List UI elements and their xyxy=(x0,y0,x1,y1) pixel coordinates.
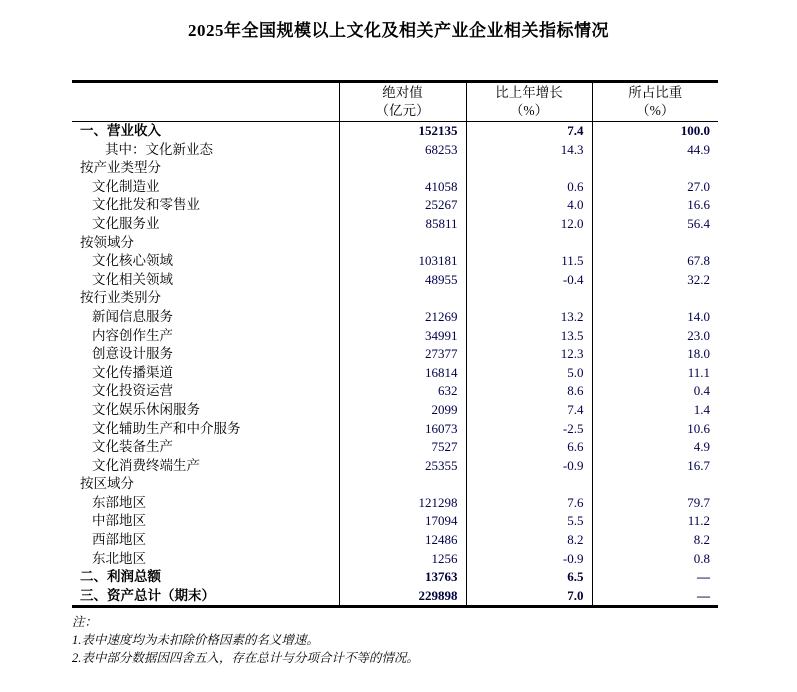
row-share: 79.7 xyxy=(592,494,718,513)
table-row xyxy=(72,178,718,197)
row-growth: 7.4 xyxy=(466,401,592,420)
indicator-table xyxy=(72,80,718,608)
row-absolute-value xyxy=(339,234,466,253)
row-absolute-value: 48955 xyxy=(339,271,466,290)
row-label: 按行业类别分 xyxy=(80,290,161,306)
row-label: 内容创作生产 xyxy=(92,327,173,343)
table-row xyxy=(72,512,718,531)
row-share: 44.9 xyxy=(592,141,718,160)
header-absolute-value-line1: 绝对值 xyxy=(382,85,423,100)
header-indicator-empty xyxy=(72,82,339,122)
table-row xyxy=(72,234,718,253)
row-label: 按产业类型分 xyxy=(80,160,161,176)
row-absolute-value: 16073 xyxy=(339,420,466,439)
row-label: 按区域分 xyxy=(80,476,134,492)
row-growth: -0.9 xyxy=(466,457,592,476)
row-label: 中部地区 xyxy=(92,513,146,529)
row-share: 11.1 xyxy=(592,364,718,383)
row-label: 东部地区 xyxy=(92,494,146,510)
table-row xyxy=(72,531,718,550)
row-label: 文化服务业 xyxy=(92,215,160,231)
row-absolute-value: 16814 xyxy=(339,364,466,383)
row-label: 创意设计服务 xyxy=(92,346,173,362)
note-1: 1.表中速度均为未扣除价格因素的名义增速。 xyxy=(72,633,319,647)
row-growth: 12.3 xyxy=(466,345,592,364)
row-absolute-value: 2099 xyxy=(339,401,466,420)
row-growth: 14.3 xyxy=(466,141,592,160)
header-growth-line2: （%） xyxy=(509,103,549,118)
row-absolute-value: 25355 xyxy=(339,457,466,476)
table-row xyxy=(72,327,718,346)
header-growth-line1: 比上年增长 xyxy=(495,85,563,100)
table-row xyxy=(72,587,718,607)
row-growth: -2.5 xyxy=(466,420,592,439)
row-absolute-value: 13763 xyxy=(339,568,466,587)
table-row xyxy=(72,141,718,160)
table-row xyxy=(72,438,718,457)
table-body xyxy=(72,122,718,607)
table-row xyxy=(72,271,718,290)
row-growth: 12.0 xyxy=(466,215,592,234)
row-growth: 7.0 xyxy=(466,587,592,607)
row-label: 文化投资运营 xyxy=(92,383,173,399)
row-label: 文化传播渠道 xyxy=(92,364,173,380)
row-label: 东北地区 xyxy=(92,550,146,566)
header-share xyxy=(592,82,718,122)
row-share: 18.0 xyxy=(592,345,718,364)
row-share xyxy=(592,289,718,308)
row-label: 文化相关领域 xyxy=(92,271,173,287)
row-growth: 13.2 xyxy=(466,308,592,327)
row-label: 新闻信息服务 xyxy=(92,308,173,324)
row-absolute-value: 121298 xyxy=(339,494,466,513)
row-share xyxy=(592,475,718,494)
table-row xyxy=(72,159,718,178)
row-share: 100.0 xyxy=(592,122,718,141)
row-label: 文化核心领域 xyxy=(92,253,173,269)
row-absolute-value: 152135 xyxy=(339,122,466,141)
row-absolute-value: 85811 xyxy=(339,215,466,234)
row-absolute-value: 41058 xyxy=(339,178,466,197)
row-absolute-value: 229898 xyxy=(339,587,466,607)
row-label: 按领域分 xyxy=(80,234,134,250)
row-absolute-value xyxy=(339,475,466,494)
row-share: 8.2 xyxy=(592,531,718,550)
table-row xyxy=(72,308,718,327)
row-growth: 7.6 xyxy=(466,494,592,513)
page-title: 2025年全国规模以上文化及相关产业企业相关指标情况 xyxy=(188,21,609,40)
row-share: 0.8 xyxy=(592,550,718,569)
header-row xyxy=(72,82,718,122)
row-share: 16.7 xyxy=(592,457,718,476)
row-growth: -0.9 xyxy=(466,550,592,569)
table-row xyxy=(72,401,718,420)
row-absolute-value: 7527 xyxy=(339,438,466,457)
table-row xyxy=(72,475,718,494)
row-share: — xyxy=(592,568,718,587)
row-absolute-value: 103181 xyxy=(339,252,466,271)
row-share: 23.0 xyxy=(592,327,718,346)
row-share: 16.6 xyxy=(592,196,718,215)
row-absolute-value xyxy=(339,289,466,308)
row-absolute-value: 34991 xyxy=(339,327,466,346)
row-label: 文化娱乐休闲服务 xyxy=(92,401,200,417)
row-growth xyxy=(466,159,592,178)
row-share: 14.0 xyxy=(592,308,718,327)
row-share xyxy=(592,234,718,253)
header-absolute-value-line2: （亿元） xyxy=(375,103,430,118)
table-row xyxy=(72,196,718,215)
table-header xyxy=(72,82,718,122)
row-absolute-value: 12486 xyxy=(339,531,466,550)
row-absolute-value: 1256 xyxy=(339,550,466,569)
row-absolute-value xyxy=(339,159,466,178)
row-share: 56.4 xyxy=(592,215,718,234)
header-share-line1: 所占比重 xyxy=(628,85,683,100)
row-label: 三、资产总计（期末） xyxy=(80,587,215,603)
row-label: 文化辅助生产和中介服务 xyxy=(92,420,241,436)
row-absolute-value: 27377 xyxy=(339,345,466,364)
row-growth: 5.5 xyxy=(466,512,592,531)
notes-label: 注： xyxy=(72,615,98,629)
row-label: 二、利润总额 xyxy=(80,569,161,585)
row-growth xyxy=(466,289,592,308)
row-label: 其中：文化新业态 xyxy=(105,141,213,157)
row-share: 11.2 xyxy=(592,512,718,531)
row-label: 文化批发和零售业 xyxy=(92,197,200,213)
row-share: 4.9 xyxy=(592,438,718,457)
row-share: 0.4 xyxy=(592,382,718,401)
row-growth xyxy=(466,234,592,253)
table-row xyxy=(72,122,718,141)
table-row xyxy=(72,345,718,364)
row-share xyxy=(592,159,718,178)
table-row xyxy=(72,215,718,234)
row-label: 文化装备生产 xyxy=(92,439,173,455)
row-growth: 6.5 xyxy=(466,568,592,587)
note-2: 2.表中部分数据因四舍五入，存在总计与分项合计不等的情况。 xyxy=(72,651,419,665)
row-share: 1.4 xyxy=(592,401,718,420)
row-growth: 4.0 xyxy=(466,196,592,215)
table-row xyxy=(72,457,718,476)
row-growth: 13.5 xyxy=(466,327,592,346)
row-label: 文化消费终端生产 xyxy=(92,457,200,473)
row-growth: -0.4 xyxy=(466,271,592,290)
table-row xyxy=(72,420,718,439)
row-absolute-value: 21269 xyxy=(339,308,466,327)
table-row xyxy=(72,494,718,513)
row-growth: 7.4 xyxy=(466,122,592,141)
table-row xyxy=(72,364,718,383)
row-share: 67.8 xyxy=(592,252,718,271)
row-share: 10.6 xyxy=(592,420,718,439)
row-absolute-value: 25267 xyxy=(339,196,466,215)
header-growth xyxy=(466,82,592,122)
table-row xyxy=(72,382,718,401)
row-share: 27.0 xyxy=(592,178,718,197)
header-share-line2: （%） xyxy=(636,103,675,118)
row-label: 西部地区 xyxy=(92,532,146,548)
row-share: 32.2 xyxy=(592,271,718,290)
row-growth: 0.6 xyxy=(466,178,592,197)
row-share: — xyxy=(592,587,718,607)
row-absolute-value: 632 xyxy=(339,382,466,401)
notes xyxy=(72,613,419,667)
table-row xyxy=(72,289,718,308)
table-row xyxy=(72,252,718,271)
row-growth: 5.0 xyxy=(466,364,592,383)
row-absolute-value: 17094 xyxy=(339,512,466,531)
row-growth: 11.5 xyxy=(466,252,592,271)
row-label: 一、营业收入 xyxy=(80,123,161,138)
row-absolute-value: 68253 xyxy=(339,141,466,160)
table-row xyxy=(72,568,718,587)
row-growth: 6.6 xyxy=(466,438,592,457)
row-growth: 8.2 xyxy=(466,531,592,550)
table-row xyxy=(72,550,718,569)
row-label: 文化制造业 xyxy=(92,178,160,194)
row-growth xyxy=(466,475,592,494)
header-absolute-value xyxy=(339,82,466,122)
row-growth: 8.6 xyxy=(466,382,592,401)
